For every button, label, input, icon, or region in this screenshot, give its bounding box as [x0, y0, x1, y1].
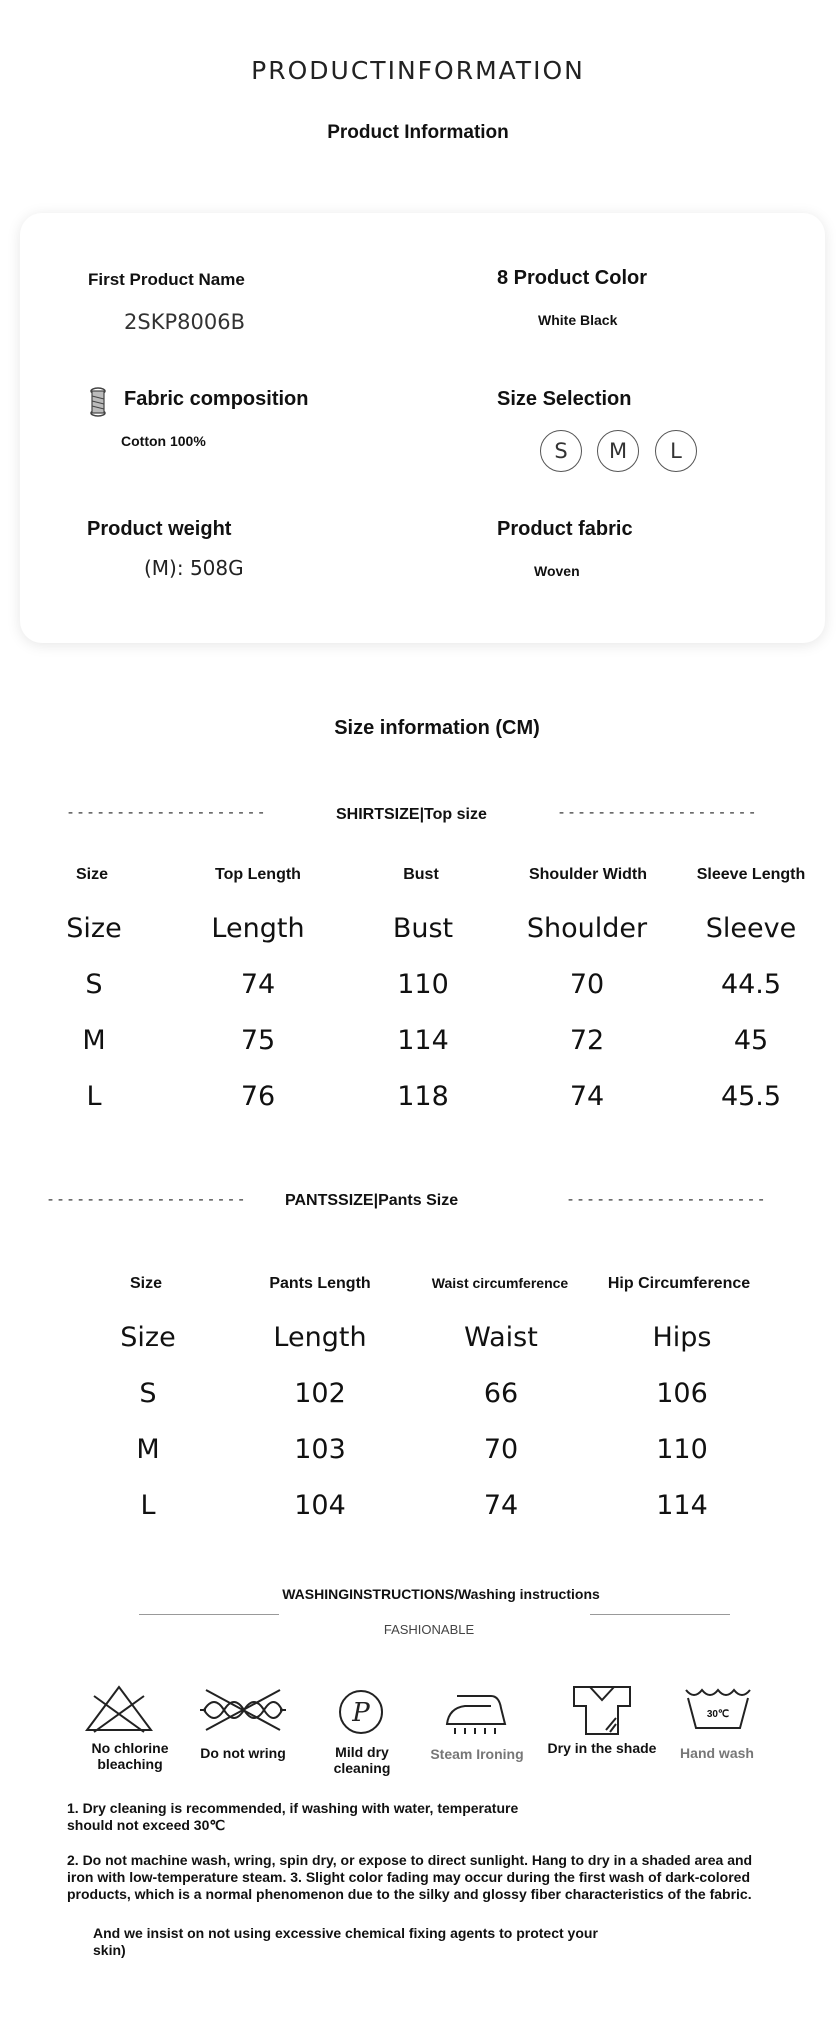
shirt-size-table — [0, 866, 836, 1126]
pants-header-pants-length: Pants Length — [269, 1275, 371, 1292]
divider-left: -------------------- — [46, 1190, 247, 1208]
product-weight-value: (M): 508G — [144, 556, 244, 580]
divider-right: -------------------- — [566, 1190, 767, 1208]
product-color-value: White Black — [538, 312, 618, 328]
page-title: PRODUCTINFORMATION — [251, 56, 585, 85]
shade-dry-icon — [570, 1684, 634, 1736]
fabric-composition-label: Fabric composition — [124, 388, 309, 410]
size-selection-label: Size Selection — [497, 388, 632, 410]
table-cell: L — [86, 1081, 102, 1112]
product-name-label: First Product Name — [88, 270, 245, 289]
table-cell: 72 — [569, 1025, 605, 1056]
table-cell: Sleeve — [705, 913, 797, 944]
hand-wash-icon — [684, 1684, 752, 1732]
shirt-header-top-length: Top Length — [215, 866, 301, 883]
pants-header-waist: Waist circumference — [431, 1275, 569, 1291]
care-label: Mild dry cleaning — [333, 1744, 391, 1776]
shirt-header-shoulder: Shoulder Width — [528, 866, 648, 883]
size-info-title: Size information (CM) — [334, 717, 540, 739]
table-cell: Waist — [464, 1322, 538, 1353]
care-label: Dry in the shade — [547, 1740, 657, 1756]
table-cell: 114 — [397, 1025, 449, 1056]
pants-header-hip: Hip Circumference — [607, 1275, 751, 1292]
fabric-composition-value: Cotton 100% — [121, 433, 206, 449]
wash-temp: 30℃ — [706, 1709, 730, 1720]
table-cell: 44.5 — [720, 969, 782, 1000]
no-wring-icon — [198, 1688, 288, 1732]
table-cell: 74 — [483, 1490, 519, 1521]
care-label: Steam Ironing — [430, 1746, 524, 1762]
table-cell: 74 — [240, 969, 276, 1000]
product-name-value: 2SKP8006B — [124, 310, 245, 334]
table-cell: S — [85, 969, 103, 1000]
iron-icon — [443, 1688, 509, 1736]
table-cell: M — [82, 1025, 106, 1056]
table-cell: Length — [273, 1322, 367, 1353]
table-cell: 110 — [397, 969, 449, 1000]
table-cell: S — [139, 1378, 157, 1409]
pants-header-size: Size — [129, 1275, 163, 1292]
table-cell: Bust — [392, 913, 454, 944]
table-cell: 70 — [569, 969, 605, 1000]
care-label: No chlorine bleaching — [91, 1740, 169, 1772]
table-cell: M — [136, 1434, 160, 1465]
shirt-table-title: SHIRTSIZE|Top size — [336, 806, 487, 823]
divider-right: -------------------- — [557, 803, 758, 821]
table-cell: 70 — [483, 1434, 519, 1465]
table-cell: 76 — [240, 1081, 276, 1112]
washing-note: And we insist on not using excessive chemical fixing agents to protect your skin) — [93, 1925, 598, 1958]
table-cell: 110 — [656, 1434, 708, 1465]
shirt-header-bust: Bust — [403, 866, 439, 883]
no-bleach-icon — [84, 1684, 154, 1734]
pants-table-title: PANTSSIZE|Pants Size — [285, 1192, 459, 1209]
table-cell: Length — [211, 913, 305, 944]
table-cell: 74 — [569, 1081, 605, 1112]
table-cell: Size — [120, 1322, 176, 1353]
table-cell: 45.5 — [720, 1081, 782, 1112]
washing-title: WASHINGINSTRUCTIONS/Washing instructions — [282, 1586, 600, 1602]
table-cell: 45 — [733, 1025, 769, 1056]
size-option-m[interactable]: M — [597, 430, 639, 472]
washing-note: 1. Dry cleaning is recommended, if washing with water, temperature should not exceed 30℃ — [67, 1800, 519, 1833]
table-cell: 102 — [294, 1378, 346, 1409]
table-cell: 103 — [294, 1434, 346, 1465]
divider — [139, 1614, 279, 1615]
table-cell: Hips — [652, 1322, 712, 1353]
care-label: Do not wring — [200, 1745, 286, 1761]
yarn-spool-icon — [88, 387, 108, 417]
table-cell: 75 — [240, 1025, 276, 1056]
page-subtitle: Product Information — [327, 122, 509, 143]
table-cell: 114 — [656, 1490, 708, 1521]
table-cell: 118 — [397, 1081, 449, 1112]
shirt-header-size: Size — [75, 866, 109, 883]
table-cell: L — [140, 1490, 156, 1521]
table-cell: 106 — [656, 1378, 708, 1409]
svg-text:P: P — [352, 1698, 370, 1728]
table-cell: 66 — [483, 1378, 519, 1409]
size-option-s[interactable]: S — [540, 430, 582, 472]
dry-clean-p-icon — [337, 1688, 385, 1736]
table-cell: Shoulder — [526, 913, 648, 944]
product-weight-label: Product weight — [87, 518, 232, 540]
size-option-l[interactable]: L — [655, 430, 697, 472]
divider-left: -------------------- — [66, 803, 267, 821]
washing-subtitle: FASHIONABLE — [383, 1622, 475, 1637]
divider — [590, 1614, 730, 1615]
product-fabric-label: Product fabric — [497, 518, 633, 540]
table-cell: 104 — [294, 1490, 346, 1521]
product-fabric-value: Woven — [534, 563, 580, 579]
washing-note: 2. Do not machine wash, wring, spin dry, or expose to direct sunlight. Hang to dry in a shaded area and iron with low-temperature steam. 3. Slight color fading may occur during the first wash of dark-colored products, which is a normal phenomenon due to the silky and glossy fiber characteristics of the fabric. — [67, 1852, 753, 1902]
shirt-header-sleeve: Sleeve Length — [696, 866, 806, 883]
product-color-label: 8 Product Color — [497, 267, 648, 289]
table-cell: Size — [66, 913, 122, 944]
care-label: Hand wash — [680, 1745, 754, 1761]
pants-size-table — [0, 1275, 836, 1535]
